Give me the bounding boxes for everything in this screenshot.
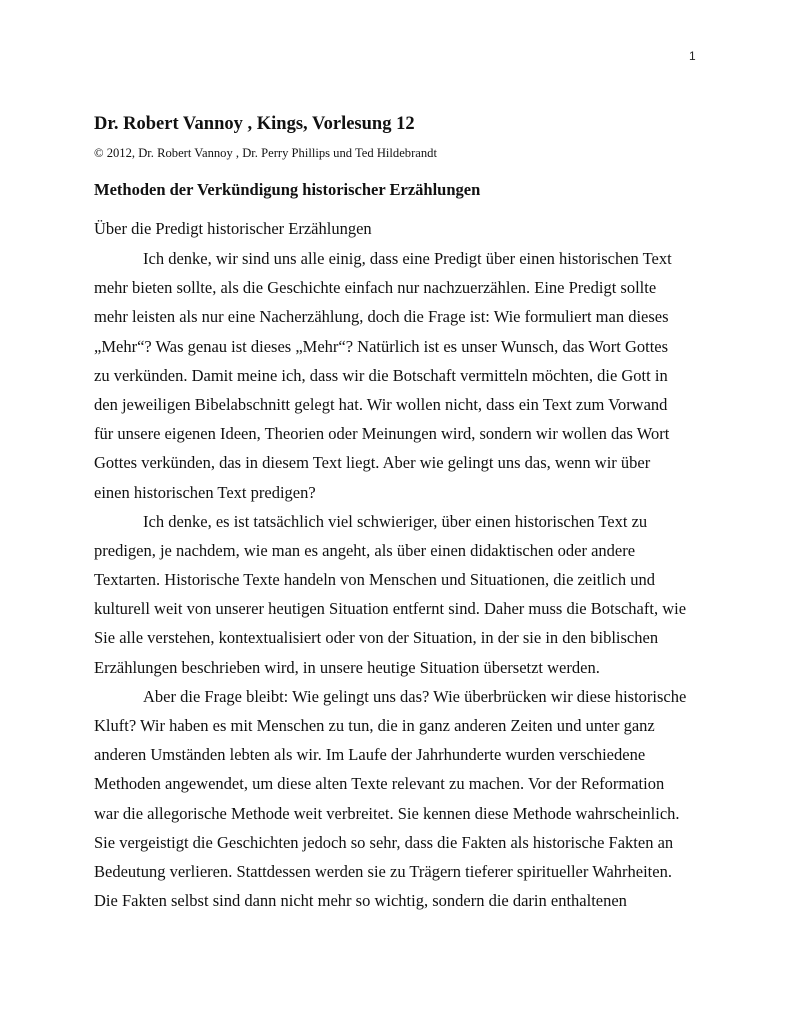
paragraph-line: Die Fakten selbst sind dann nicht mehr so wichtig, sondern die darin enthaltenen bbox=[94, 891, 627, 911]
body-text bbox=[94, 216, 714, 915]
paragraph-line: Textarten. Historische Texte handeln von Menschen und Situationen, die zeitlich und bbox=[94, 570, 655, 590]
paragraph-line: für unsere eigenen Ideen, Theorien oder Meinungen wird, sondern wir wollen das Wort bbox=[94, 424, 670, 444]
paragraph-line: mehr bieten sollte, als die Geschichte einfach nur nachzuerzählen. Eine Predigt sollte bbox=[94, 278, 657, 298]
paragraph-line: war die allegorische Methode weit verbreitet. Sie kennen diese Methode wahrscheinlich. bbox=[94, 803, 680, 823]
page-number: 1 bbox=[689, 49, 696, 63]
paragraph-line: Erzählungen beschrieben wird, in unsere heutige Situation übersetzt werden. bbox=[94, 657, 600, 677]
copyright-notice: © 2012, Dr. Robert Vannoy , Dr. Perry Phillips und Ted Hildebrandt bbox=[94, 146, 437, 160]
section-heading: Methoden der Verkündigung historischer Erzählungen bbox=[94, 180, 481, 199]
paragraph-line: den jeweiligen Bibelabschnitt gelegt hat. Wir wollen nicht, dass ein Text zum Vorwand bbox=[94, 394, 668, 414]
document-title: Dr. Robert Vannoy , Kings, Vorlesung 12 bbox=[94, 114, 415, 134]
paragraph-line: predigen, je nachdem, wie man es angeht, als über einen didaktischen oder andere bbox=[94, 540, 636, 560]
paragraph-line: Ich denke, wir sind uns alle einig, dass eine Predigt über einen historischen Text bbox=[143, 249, 672, 268]
paragraph-line: zu verkünden. Damit meine ich, dass wir die Botschaft vermitteln möchten, die Gott in bbox=[94, 365, 668, 385]
paragraph bbox=[94, 682, 714, 916]
paragraph bbox=[94, 507, 714, 682]
subheading: Über die Predigt historischer Erzählungen bbox=[94, 219, 372, 238]
paragraph-line: Sie alle verstehen, kontextualisiert oder von der Situation, in der sie in den biblischen bbox=[94, 628, 659, 648]
paragraph-line: einen historischen Text predigen? bbox=[94, 482, 316, 502]
paragraph-line: mehr leisten als nur eine Nacherzählung, doch die Frage ist: Wie formuliert man dieses bbox=[94, 307, 669, 327]
paragraph-line: „Mehr“? Was genau ist dieses „Mehr“? Natürlich ist es unser Wunsch, das Wort Gottes bbox=[94, 336, 669, 356]
paragraph-line: Sie vergeistigt die Geschichten jedoch so sehr, dass die Fakten als historische Fakten an bbox=[94, 832, 674, 852]
paragraph-line: Methoden angewendet, um diese alten Texte relevant zu machen. Vor der Reformation bbox=[94, 774, 665, 794]
paragraph-line: Ich denke, es ist tatsächlich viel schwieriger, über einen historischen Text zu bbox=[143, 511, 648, 531]
paragraph bbox=[94, 244, 714, 507]
paragraph-line: Aber die Frage bleibt: Wie gelingt uns das? Wie überbrücken wir diese historische bbox=[143, 686, 687, 706]
paragraph-line: kulturell weit von unserer heutigen Situation entfernt sind. Daher muss die Botschaft, wie bbox=[94, 599, 687, 619]
paragraph-line: Gottes verkünden, das in diesem Text liegt. Aber wie gelingt uns das, wenn wir über bbox=[94, 453, 651, 473]
paragraph-line: Bedeutung verlieren. Stattdessen werden sie zu Trägern tieferer spiritueller Wahrheiten. bbox=[94, 861, 672, 881]
paragraph-line: anderen Umständen lebten als wir. Im Laufe der Jahrhunderte wurden verschiedene bbox=[94, 745, 646, 765]
paragraph-line: Kluft? Wir haben es mit Menschen zu tun, die in ganz anderen Zeiten und unter ganz bbox=[94, 716, 655, 735]
